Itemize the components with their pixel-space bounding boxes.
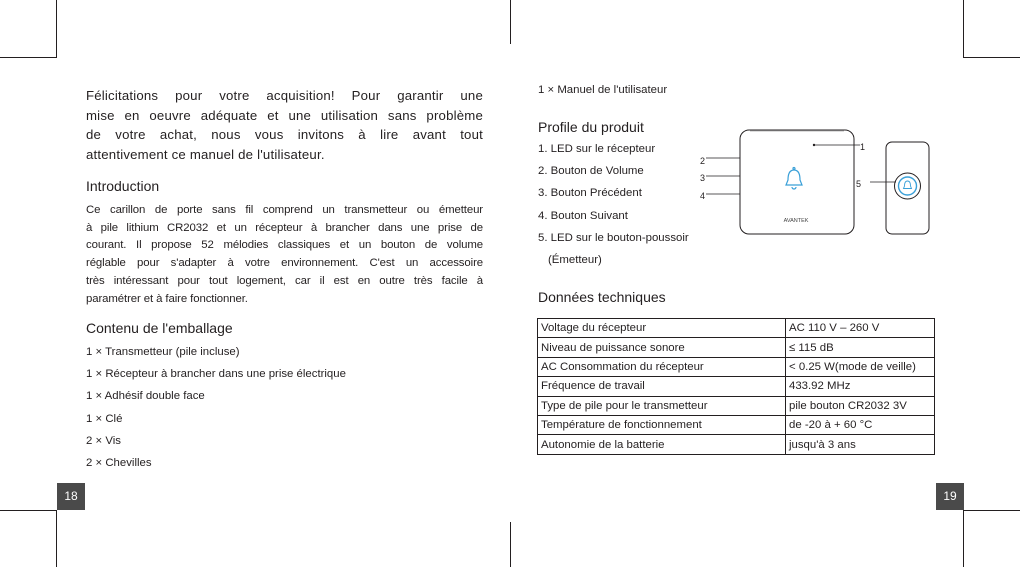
table-cell-label: Voltage du récepteur — [538, 319, 786, 338]
table-cell-label: Fréquence de travail — [538, 377, 786, 396]
list-item: 1 × Transmetteur (pile incluse) — [86, 346, 240, 358]
crop-mark — [0, 57, 57, 58]
table-row — [538, 338, 935, 357]
table-cell-value: 433.92 MHz — [786, 377, 935, 396]
table-cell-value: < 0.25 W(mode de veille) — [786, 357, 935, 376]
paragraph-line: réglable pour s'adapter à votre environnement. C'est un accessoire — [86, 257, 483, 270]
list-item: 2 × Vis — [86, 434, 121, 447]
paragraph-line: paramétrer et à faire fonctionner. — [86, 292, 248, 305]
crop-mark — [56, 510, 57, 567]
profile-list — [538, 143, 689, 276]
introduction-heading: Introduction — [86, 178, 160, 194]
callout-2: 2 — [700, 156, 706, 166]
list-item: 1 × Manuel de l'utilisateur — [538, 84, 668, 96]
table-cell-label: Température de fonctionnement — [538, 415, 786, 434]
table-cell-label: Niveau de puissance sonore — [538, 338, 786, 357]
table-row — [538, 415, 935, 434]
tech-table — [537, 318, 935, 455]
intro-paragraph — [86, 86, 483, 164]
list-item: 2. Bouton de Volume — [538, 165, 644, 178]
table-cell-value: de -20 à + 60 °C — [786, 415, 935, 434]
list-item: 1 × Adhésif double face — [86, 390, 205, 403]
table-cell-value: ≤ 115 dB — [786, 338, 935, 357]
intro-line: mise en oeuvre adéquate et une utilisation sans problème — [86, 107, 483, 123]
table-cell-label: Type de pile pour le transmetteur — [538, 396, 786, 415]
paragraph-line: à pile lithium CR2032 et un récepteur à brancher dans une prise de — [86, 221, 483, 234]
table-row — [538, 377, 935, 396]
list-item: 5. LED sur le bouton-poussoir — [538, 231, 689, 244]
crop-mark — [0, 510, 57, 511]
list-item: 1. LED sur le récepteur — [538, 143, 656, 155]
table-cell-value: AC 110 V – 260 V — [786, 319, 935, 338]
callout-4: 4 — [700, 191, 706, 201]
introduction-paragraph — [86, 202, 483, 308]
table-row — [538, 435, 935, 454]
crop-mark — [963, 510, 1020, 511]
intro-line: attentivement ce manuel de l'utilisateur. — [86, 146, 325, 162]
table-row — [538, 357, 935, 376]
crop-mark — [963, 57, 1020, 58]
table-cell-value: jusqu'à 3 ans — [786, 435, 935, 454]
paragraph-line: très intéressant pour tout logement, car il est en outre très facile à — [86, 274, 483, 287]
intro-line: Félicitations pour votre acquisition! Pour garantir une — [86, 88, 483, 103]
paragraph-line: Ce carillon de porte sans fil comprend un transmetteur ou émetteur — [86, 204, 483, 216]
crop-mark — [963, 510, 964, 567]
profile-heading: Profile du produit — [538, 119, 644, 135]
package-list — [86, 346, 346, 479]
list-item: 1 × Clé — [86, 412, 123, 425]
product-diagram — [698, 126, 938, 240]
list-item: 4. Bouton Suivant — [538, 209, 628, 222]
tech-heading: Données techniques — [538, 289, 666, 305]
list-item: (Émetteur) — [548, 253, 602, 266]
table-cell-label: Autonomie de la batterie — [538, 435, 786, 454]
table-cell-label: AC Consommation du récepteur — [538, 357, 786, 376]
crop-mark — [510, 0, 511, 44]
crop-mark — [510, 522, 511, 567]
callout-5: 5 — [856, 179, 862, 189]
manual-item — [538, 84, 667, 106]
table-row — [538, 396, 935, 415]
crop-mark — [963, 0, 964, 58]
callout-3: 3 — [700, 173, 706, 183]
list-item: 3. Bouton Précédent — [538, 187, 642, 200]
package-heading: Contenu de l'emballage — [86, 320, 233, 336]
paragraph-line: courant. Il propose 52 mélodies classiques et un bouton de volume — [86, 239, 483, 252]
crop-mark — [56, 0, 57, 58]
page-number-left: 18 — [57, 483, 85, 510]
callout-1: 1 — [860, 142, 866, 152]
intro-line: de votre achat, nous vous invitons à lire avant tout — [86, 127, 483, 142]
list-item: 1 × Récepteur à brancher dans une prise électrique — [86, 368, 346, 381]
receiver-led — [813, 144, 815, 146]
table-row — [538, 319, 935, 338]
page-number-right: 19 — [936, 483, 964, 510]
brand-label: AVANTEK — [783, 218, 809, 224]
list-item: 2 × Chevilles — [86, 456, 152, 469]
table-cell-value: pile bouton CR2032 3V — [786, 396, 935, 415]
